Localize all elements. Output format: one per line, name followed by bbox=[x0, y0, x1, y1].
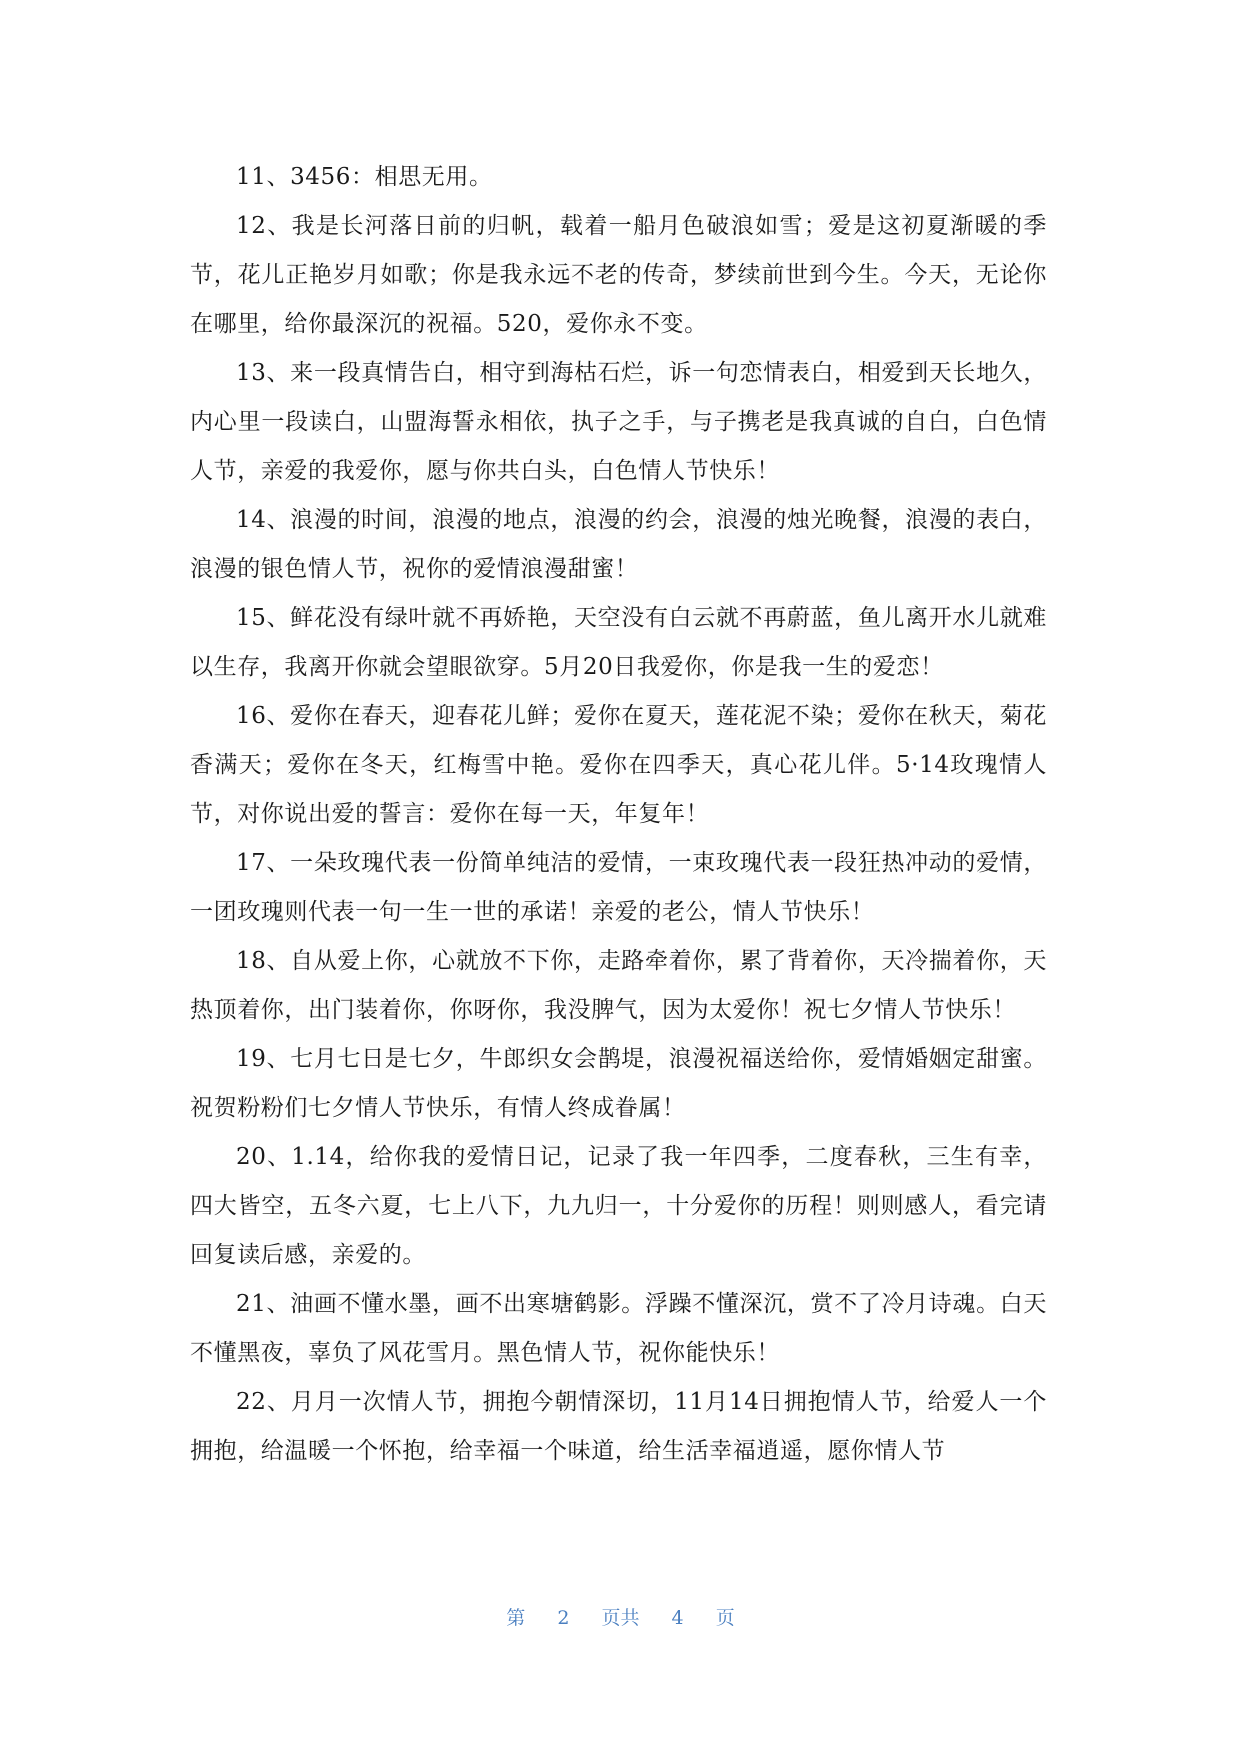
paragraph: 15、鲜花没有绿叶就不再娇艳，天空没有白云就不再蔚蓝，鱼儿离开水儿就难以生存，我离开你就会望眼欲穿。5月20日我爱你，你是我一生的爱恋！ bbox=[190, 605, 1047, 680]
paragraph: 12、我是长河落日前的归帆，载着一船月色破浪如雪；爱是这初夏渐暖的季节，花儿正艳岁月如歌；你是我永远不老的传奇，梦续前世到今生。今天，无论你在哪里，给你最深沉的祝福。520，爱你永不变。 bbox=[190, 213, 1047, 337]
current-page-number: 2 bbox=[557, 1607, 570, 1629]
paragraph: 18、自从爱上你，心就放不下你，走路牵着你，累了背着你，天冷揣着你，天热顶着你，出门装着你，你呀你，我没脾气，因为太爱你！祝七夕情人节快乐！ bbox=[190, 948, 1047, 1023]
paragraph: 20、1.14，给你我的爱情日记，记录了我一年四季，二度春秋，三生有幸，四大皆空，五冬六夏，七上八下，九九归一，十分爱你的历程！则则感人，看完请回复读后感，亲爱的。 bbox=[190, 1144, 1047, 1268]
footer-middle: 页共 bbox=[601, 1607, 640, 1629]
paragraph: 14、浪漫的时间，浪漫的地点，浪漫的约会，浪漫的烛光晚餐，浪漫的表白，浪漫的银色情人节，祝你的爱情浪漫甜蜜！ bbox=[190, 507, 1047, 582]
document-body bbox=[190, 153, 1047, 1476]
paragraph: 17、一朵玫瑰代表一份简单纯洁的爱情，一束玫瑰代表一段狂热冲动的爱情，一团玫瑰则代表一句一生一世的承诺！亲爱的老公，情人节快乐！ bbox=[190, 850, 1047, 925]
paragraph: 21、油画不懂水墨，画不出寒塘鹤影。浮躁不懂深沉，赏不了冷月诗魂。白天不懂黑夜，辜负了风花雪月。黑色情人节，祝你能快乐！ bbox=[190, 1291, 1047, 1366]
paragraph: 16、爱你在春天，迎春花儿鲜；爱你在夏天，莲花泥不染；爱你在秋天，菊花香满天；爱你在冬天，红梅雪中艳。爱你在四季天，真心花儿伴。5·14玫瑰情人节，对你说出爱的誓言：爱你在每一天，年复年！ bbox=[190, 703, 1047, 827]
footer-prefix: 第 bbox=[506, 1607, 526, 1629]
paragraph: 13、来一段真情告白，相守到海枯石烂，诉一句恋情表白，相爱到天长地久，内心里一段读白，山盟海誓永相依，执子之手，与子携老是我真诚的自白，白色情人节，亲爱的我爱你，愿与你共白头，白色情人节快乐！ bbox=[190, 360, 1047, 484]
paragraph: 11、3456：相思无用。 bbox=[236, 164, 493, 190]
page-number-footer bbox=[0, 1603, 1241, 1630]
paragraph: 22、月月一次情人节，拥抱今朝情深切，11月14日拥抱情人节，给爱人一个拥抱，给温暖一个怀抱，给幸福一个味道，给生活幸福逍遥，愿你情人节 bbox=[190, 1389, 1047, 1464]
paragraph: 19、七月七日是七夕，牛郎织女会鹊堤，浪漫祝福送给你，爱情婚姻定甜蜜。祝贺粉粉们七夕情人节快乐，有情人终成眷属！ bbox=[190, 1046, 1047, 1121]
total-page-number: 4 bbox=[671, 1607, 684, 1629]
footer-suffix: 页 bbox=[715, 1607, 735, 1629]
